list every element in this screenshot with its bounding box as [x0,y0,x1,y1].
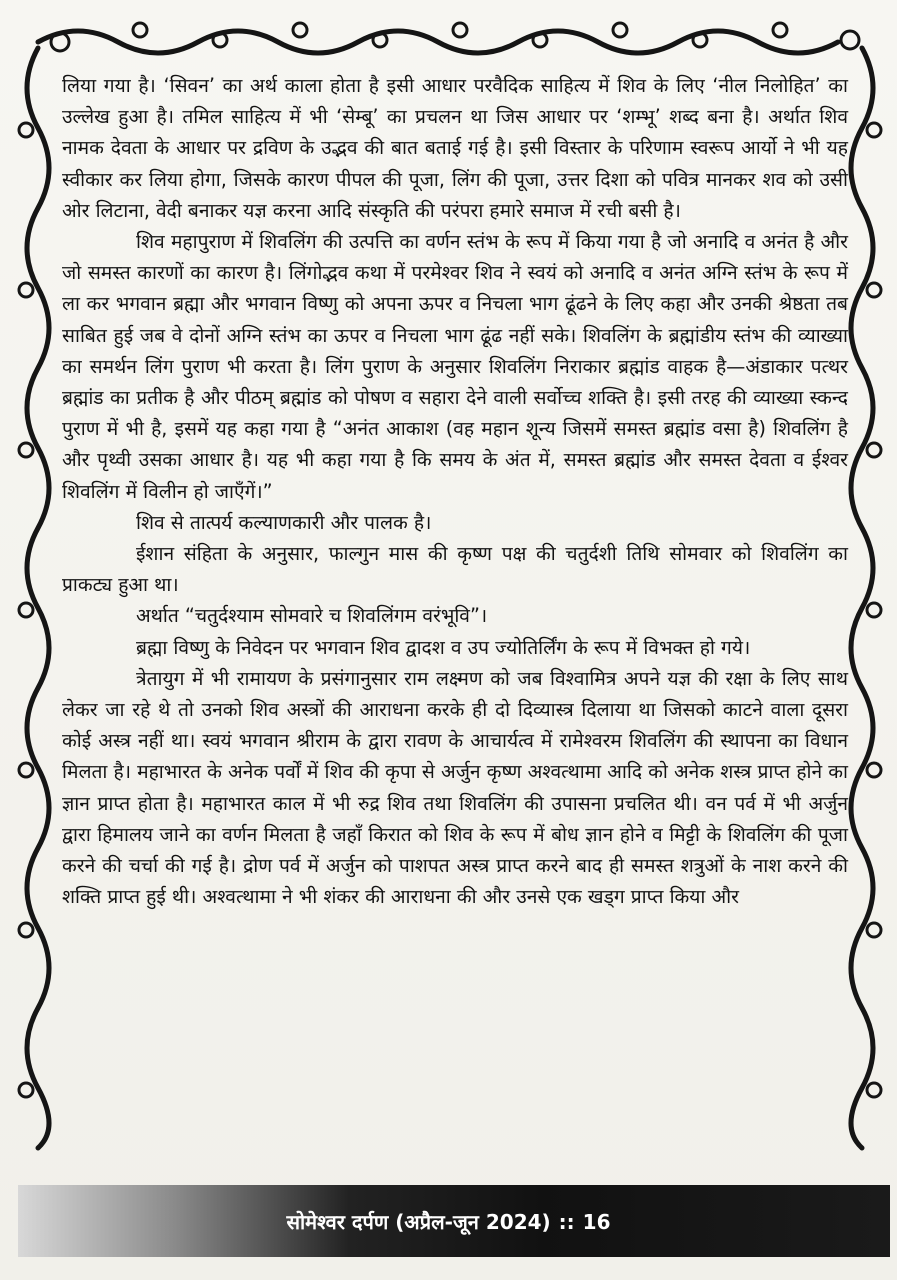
footer-separator: :: [558,1210,575,1234]
page-footer [0,1208,897,1235]
paragraph: ब्रह्मा विष्णु के निवेदन पर भगवान शिव द्वादश व उप ज्योतिर्लिंग के रूप में विभक्त हो गये। [136,635,751,659]
paragraph: ईशान संहिता के अनुसार, फाल्गुन मास की कृष्ण पक्ष की चतुर्दशी तिथि सोमवार को शिवलिंग का प्राकट्य हुआ था। [62,542,848,597]
publication-title: सोमेश्वर दर्पण (अप्रैल-जून 2024) [286,1210,551,1234]
paragraph: त्रेतायुग में भी रामायण के प्रसंगानुसार राम लक्ष्मण को जब विश्वामित्र अपने यज्ञ की रक्षा के लिए साथ लेकर जा रहे थे तो उनको शिव अस्त्रों की आराधना करके ही दो दिव्यास्त्र दिलाया था जिसको काटने वाला दूसरा कोई अस्त्र नहीं था। स्वयं भगवान श्रीराम के द्वारा रावण के आचार्यत्व में रामेश्वरम शिवलिंग की स्थापना का विधान मिलता है। महाभारत के अनेक पर्वों में शिव की कृपा से अर्जुन कृष्ण अश्वत्थामा आदि को अनेक शस्त्र प्राप्त होने का ज्ञान प्राप्त होता है। महाभारत काल में भी रुद्र शिव तथा शिवलिंग की उपासना प्रचलित थी। वन पर्व में भी अर्जुन द्वारा हिमालय जाने का वर्णन मिलता है जहाँ किरात को शिव के रूप में बोध ज्ञान होने व मिट्टी के शिवलिंग की पूजा करने की चर्चा की गई है। द्रोण पर्व में अर्जुन को पाशपत अस्त्र प्राप्त करने बाद ही समस्त शत्रुओं के नाश करने की शक्ति प्राप्त हुई थी। अश्वत्थामा ने भी शंकर की आराधना की और उनसे एक खड्ग प्राप्त किया और [62,666,848,909]
paragraph: शिव महापुराण में शिवलिंग की उत्पत्ति का वर्णन स्तंभ के रूप में किया गया है जो अनादि व अनंत है और जो समस्त कारणों का कारण है। लिंगोद्भव कथा में परमेश्वर शिव ने स्वयं को अनादि व अनंत अग्नि स्तंभ के रूप में ला कर भगवान ब्रह्मा और भगवान विष्णु को अपना ऊपर व निचला भाग ढूंढने के लिए कहा और उनकी श्रेष्ठता तब साबित हुई जब वे दोनों अग्नि स्तंभ का ऊपर व निचला भाग ढूंढ नहीं सके। शिवलिंग के ब्रह्मांडीय स्तंभ की व्याख्या का समर्थन लिंग पुराण भी करता है। लिंग पुराण के अनुसार शिवलिंग निराकार ब्रह्मांड वाहक है—अंडाकार पत्थर ब्रह्मांड का प्रतीक है और पीठम् ब्रह्मांड को पोषण व सहारा देने वाली सर्वोच्च शक्ति है। इसी तरह की व्याख्या स्कन्द पुराण में भी है, इसमें यह कहा गया है “अनंत आकाश (वह महान शून्य जिसमें समस्त ब्रह्मांड वसा है) शिवलिंग है और पृथ्वी उसका आधार है। यह भी कहा गया है कि समय के अंत में, समस्त ब्रह्मांड और समस्त देवता व ईश्वर शिवलिंग में विलीन हो जाएँगें।” [62,230,848,503]
article-body [62,70,848,912]
page-number: 16 [582,1210,611,1234]
paragraph: शिव से तात्पर्य कल्याणकारी और पालक है। [136,510,432,534]
paragraph: अर्थात “चतुर्दश्याम सोमवारे च शिवलिंगम वरंभूवि”। [136,604,488,628]
paragraph: लिया गया है। ‘सिवन’ का अर्थ काला होता है इसी आधार परवैदिक साहित्य में शिव के लिए ‘नील निलोहित’ का उल्लेख हुआ है। तमिल साहित्य में भी ‘सेम्बू’ का प्रचलन था जिस आधार पर ‘शम्भू’ शब्द बना है। अर्थात शिव नामक देवता के आधार पर द्रविण के उद्भव की बात बताई गई है। इसी विस्तार के परिणाम स्वरूप आर्यो ने भी यह स्वीकार कर लिया होगा, जिसके कारण पीपल की पूजा, लिंग की पूजा, उत्तर दिशा को पवित्र मानकर शव को उसी ओर लिटाना, वेदी बनाकर यज्ञ करना आदि संस्कृति की परंपरा हमारे समाज में रची बसी है। [62,74,848,222]
